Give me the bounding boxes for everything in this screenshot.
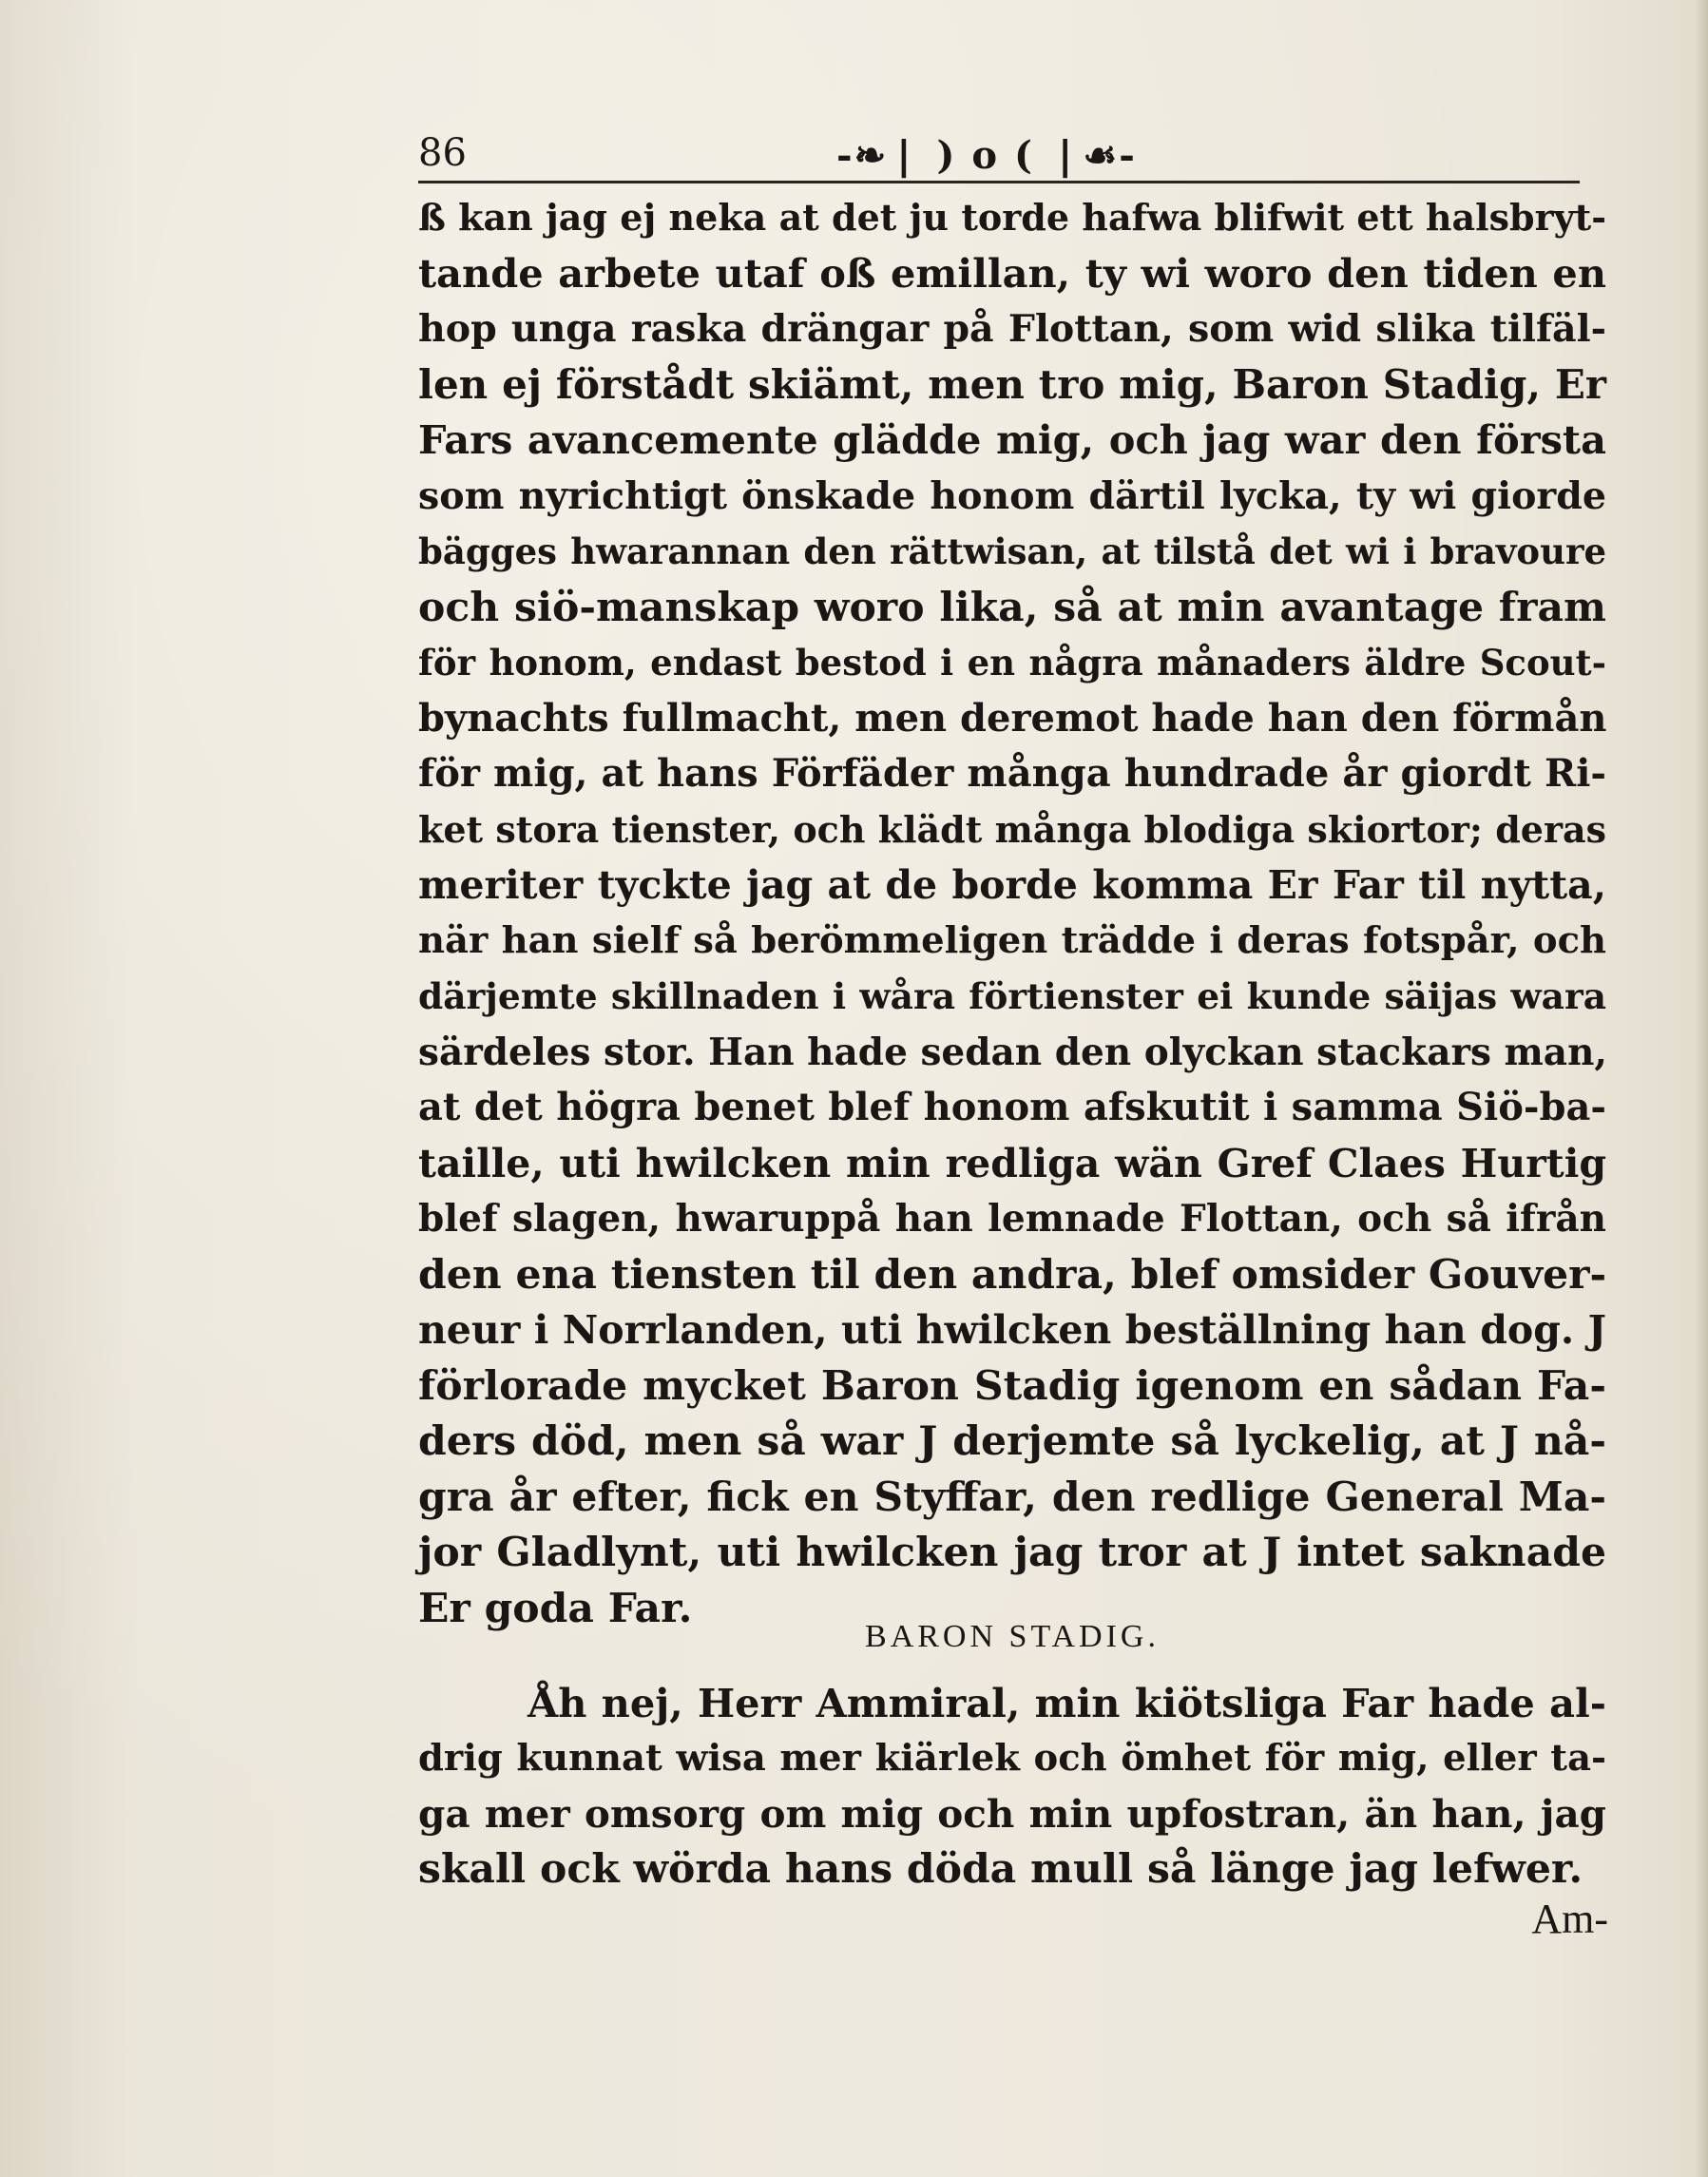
text-line: för mig, at hans Förfäder många hundrade år giordt Ri- (418, 751, 1606, 796)
text-line: gra år efter, fick en Styffar, den redlige General Ma- (418, 1473, 1606, 1521)
text-line: för honom, endast bestod i en några månaders äldre Scout- (418, 642, 1606, 684)
catchword: Am- (1531, 1896, 1608, 1942)
text-line: ders död, men så war J derjemte så lyckelig, at J nå- (418, 1417, 1606, 1465)
text-line: bägges hwarannan den rättwisan, at tilstå det wi i bravoure (418, 530, 1606, 572)
text-line: den ena tiensten til den andra, blef omsider Gouver- (418, 1250, 1607, 1299)
speech-line: skall ock wörda hans döda mull så länge jag lefwer. (418, 1845, 1583, 1893)
text-line: och siö-manskap woro lika, så at min avantage fram (418, 583, 1606, 631)
text-line: särdeles stor. Han hade sedan den olyckan stackars man, (418, 1030, 1608, 1074)
speech-line: Åh nej, Herr Ammiral, min kiötsliga Far hade al- (528, 1680, 1606, 1726)
text-line: bynachts fullmacht, men deremot hade han den förmån (418, 695, 1607, 741)
header-rule (418, 181, 1580, 183)
text-line: när han sielf så berömmeligen trädde i deras fotspår, och (418, 918, 1606, 962)
text-line: förlorade mycket Baron Stadig igenom en sådan Fa- (418, 1361, 1606, 1410)
header-ornament: -❧❘ ) o ( ❘☙- (836, 133, 1137, 178)
text-line: hop unga raska drängar på Flottan, som wid slika tilfäl- (418, 307, 1606, 351)
text-line: len ej förstådt skiämt, men tro mig, Baron Stadig, Er (418, 360, 1606, 408)
main-paragraph (418, 190, 1606, 1636)
speech-line: drig kunnat wisa mer kiärlek och ömhet för mig, eller ta- (418, 1737, 1606, 1780)
text-line: därjemte skillnaden i wåra förtienster ei kunde säijas wara (418, 975, 1606, 1017)
text-line: Er goda Far. (418, 1584, 693, 1632)
speaker-heading: BARON STADIG. (865, 1619, 1160, 1654)
text-line: jor Gladlynt, uti hwilcken jag tror at J intet saknade (418, 1529, 1606, 1576)
text-line: neur i Norrlanden, uti hwilcken beställning han dog. J (418, 1307, 1606, 1353)
text-line: ß kan jag ej neka at det ju torde hafwa blifwit ett halsbryt- (418, 196, 1606, 239)
speech-line: ga mer omsorg om mig och min upfostran, än han, jag (418, 1791, 1606, 1837)
text-line: at det högra benet blef honom afskutit i samma Siö-ba- (418, 1085, 1606, 1129)
page-number: 86 (418, 131, 467, 175)
text-line: meriter tyckte jag at de borde komma Er Far til nytta, (418, 862, 1606, 908)
text-line: blef slagen, hwaruppå han lemnade Flottan, och så ifrån (418, 1197, 1606, 1241)
text-line: taille, uti hwilcken min redliga wän Gref Claes Hurtig (418, 1140, 1606, 1186)
text-line: som nyrichtigt önskade honom därtil lycka, ty wi giorde (418, 473, 1606, 518)
speech-paragraph (418, 1676, 1606, 1897)
text-line: tande arbete utaf oß emillan, ty wi woro den tiden en (418, 249, 1606, 297)
text-line: ket stora tienster, och klädt många blodiga skiortor; deras (418, 807, 1606, 851)
text-line: Fars avancemente glädde mig, och jag war den första (418, 416, 1606, 463)
